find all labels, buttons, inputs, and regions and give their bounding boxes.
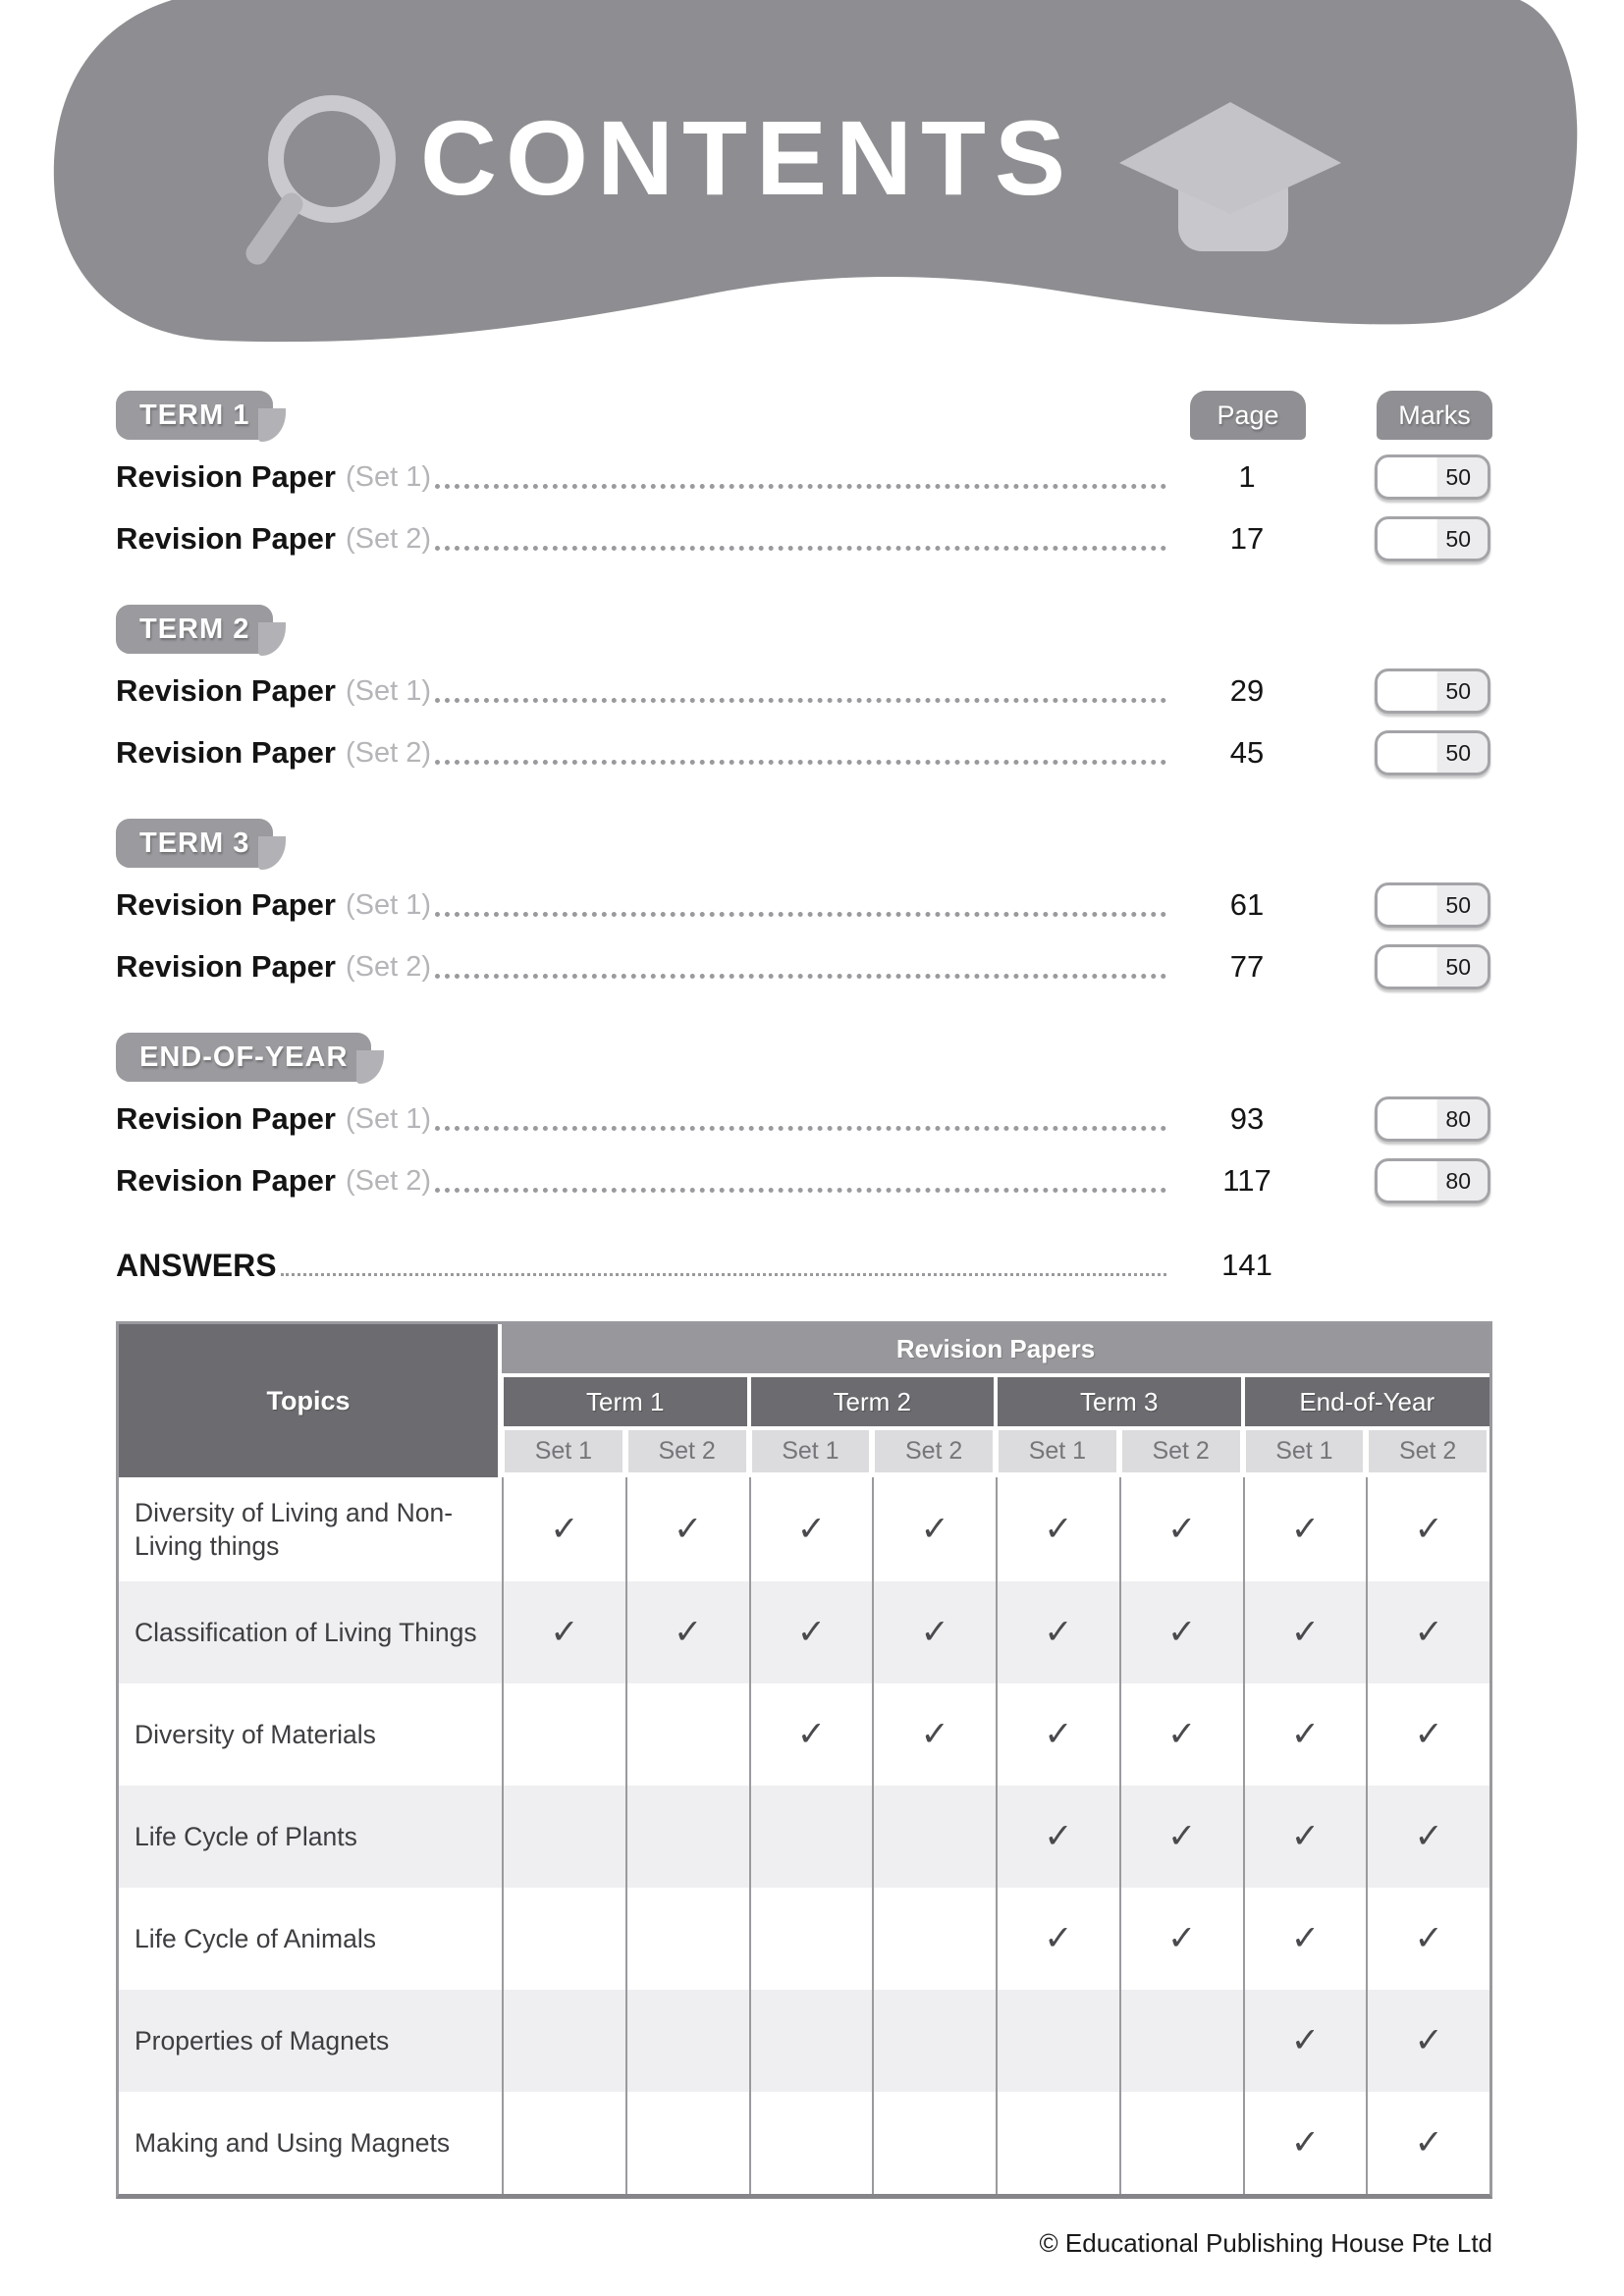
matrix-check-cell: ✓ [1119, 1477, 1243, 1581]
dotted-leader [435, 760, 1166, 765]
dotted-leader [435, 974, 1166, 979]
marks-badge [1375, 668, 1490, 714]
dotted-leader [435, 484, 1166, 489]
dotted-leader [435, 912, 1166, 917]
matrix-check-cell [872, 2092, 996, 2194]
entry-set-label: (Set 2) [345, 1164, 432, 1197]
entry-page-number: 61 [1229, 887, 1265, 922]
matrix-check-cell: ✓ [1366, 1581, 1489, 1683]
entry-title: Revision Paper [116, 949, 336, 984]
section-badge: TERM 1 [116, 391, 273, 440]
matrix-set-header: Set 2 [628, 1430, 746, 1472]
toc-entry [116, 1156, 1492, 1205]
matrix-check-cell: ✓ [1366, 1477, 1489, 1581]
marks-badge [1375, 730, 1490, 775]
dotted-leader [435, 546, 1166, 551]
matrix-check-cell: ✓ [872, 1477, 996, 1581]
table-of-contents [116, 391, 1492, 1290]
matrix-check-cell [1119, 2092, 1243, 2194]
matrix-check-cell: ✓ [749, 1477, 873, 1581]
graduation-cap-icon [1117, 96, 1343, 258]
entry-set-label: (Set 2) [345, 736, 432, 769]
entry-title: Revision Paper [116, 521, 336, 556]
matrix-set-header: Set 1 [505, 1430, 623, 1472]
matrix-check-cell: ✓ [1366, 2092, 1489, 2194]
matrix-check-cell [1119, 1990, 1243, 2092]
copyright-footer: © Educational Publishing House Pte Ltd [1039, 2228, 1492, 2258]
marks-badge [1375, 454, 1490, 500]
matrix-check-cell: ✓ [1243, 1990, 1367, 2092]
matrix-check-cell: ✓ [872, 1581, 996, 1683]
section-badge: TERM 3 [116, 819, 273, 868]
page-column-header: Page [1190, 391, 1306, 440]
dotted-leader [435, 1188, 1166, 1193]
entry-set-label: (Set 1) [345, 674, 432, 707]
entry-title: Revision Paper [116, 1163, 336, 1198]
entry-page-number: 93 [1229, 1101, 1265, 1136]
toc-section-end-of-year [116, 1033, 1492, 1205]
toc-section-term-3 [116, 819, 1492, 991]
matrix-check-cell: ✓ [1243, 2092, 1367, 2194]
entry-set-label: (Set 1) [345, 888, 432, 921]
matrix-check-cell: ✓ [1119, 1786, 1243, 1888]
matrix-check-cell: ✓ [996, 1477, 1119, 1581]
matrix-check-cell: ✓ [1366, 1990, 1489, 2092]
dotted-leader [435, 698, 1166, 703]
matrix-check-cell [625, 1990, 749, 2092]
entry-set-label: (Set 1) [345, 460, 432, 493]
marks-column-header: Marks [1377, 391, 1492, 440]
marks-value: 50 [1445, 677, 1471, 704]
matrix-set-header: Set 2 [1122, 1430, 1240, 1472]
matrix-corner-header: Topics [119, 1324, 498, 1477]
matrix-check-cell: ✓ [1366, 1683, 1489, 1786]
matrix-check-cell [996, 2092, 1119, 2194]
topics-matrix-table [116, 1321, 1492, 2199]
marks-value: 50 [1445, 463, 1471, 490]
marks-badge [1375, 1158, 1490, 1203]
entry-title: Revision Paper [116, 735, 336, 770]
entry-title: Revision Paper [116, 887, 336, 922]
marks-value: 80 [1445, 1105, 1471, 1132]
matrix-check-cell: ✓ [1119, 1683, 1243, 1786]
entry-title: Revision Paper [116, 673, 336, 708]
matrix-check-cell [872, 1786, 996, 1888]
matrix-check-cell [749, 2092, 873, 2194]
entry-page-number: 77 [1229, 949, 1265, 984]
matrix-topic: Classification of Living Things [119, 1581, 502, 1683]
column-headers [1190, 391, 1492, 440]
marks-value: 80 [1445, 1167, 1471, 1194]
matrix-set-header: Set 1 [1246, 1430, 1364, 1472]
matrix-set-header: Set 2 [1369, 1430, 1487, 1472]
matrix-check-cell: ✓ [1243, 1477, 1367, 1581]
entry-title: Revision Paper [116, 459, 336, 494]
entry-page-number: 1 [1238, 459, 1256, 494]
matrix-check-cell [996, 1990, 1119, 2092]
matrix-check-cell: ✓ [1366, 1786, 1489, 1888]
matrix-check-cell: ✓ [749, 1581, 873, 1683]
matrix-topic: Diversity of Materials [119, 1683, 502, 1786]
matrix-check-cell [502, 2092, 625, 2194]
matrix-group-header: Revision Papers [502, 1324, 1489, 1373]
entry-page-number: 45 [1229, 735, 1265, 770]
matrix-check-cell [749, 1888, 873, 1990]
matrix-check-cell [502, 1888, 625, 1990]
matrix-check-cell: ✓ [872, 1683, 996, 1786]
entry-set-label: (Set 1) [345, 1102, 432, 1135]
matrix-set-header: Set 1 [999, 1430, 1116, 1472]
matrix-check-cell: ✓ [1243, 1888, 1367, 1990]
marks-value: 50 [1445, 739, 1471, 766]
matrix-topic: Diversity of Living and Non-Living things [119, 1477, 502, 1581]
marks-badge [1375, 944, 1490, 989]
toc-entry [116, 514, 1492, 563]
matrix-check-cell [625, 2092, 749, 2194]
matrix-check-cell [872, 1990, 996, 2092]
toc-entry [116, 453, 1492, 502]
entry-title: Revision Paper [116, 1101, 336, 1136]
page-title: CONTENTS [420, 98, 1074, 217]
toc-section-term-2 [116, 605, 1492, 777]
answers-page-number: 141 [1221, 1248, 1272, 1282]
matrix-check-cell [749, 1786, 873, 1888]
matrix-topic: Life Cycle of Animals [119, 1888, 502, 1990]
matrix-set-header: Set 1 [752, 1430, 870, 1472]
matrix-check-cell: ✓ [996, 1683, 1119, 1786]
toc-entry-answers [116, 1241, 1492, 1290]
marks-badge [1375, 1096, 1490, 1142]
entry-page-number: 29 [1229, 673, 1265, 708]
toc-entry [116, 942, 1492, 991]
marks-badge [1375, 882, 1490, 928]
marks-value: 50 [1445, 953, 1471, 980]
matrix-topic: Life Cycle of Plants [119, 1786, 502, 1888]
entry-set-label: (Set 2) [345, 522, 432, 555]
section-badge: TERM 2 [116, 605, 273, 654]
header [0, 0, 1624, 353]
entry-page-number: 17 [1229, 521, 1265, 556]
matrix-check-cell [502, 1990, 625, 2092]
toc-entry [116, 881, 1492, 930]
marks-badge [1375, 516, 1490, 561]
toc-entry [116, 728, 1492, 777]
matrix-check-cell: ✓ [502, 1581, 625, 1683]
matrix-check-cell: ✓ [1243, 1683, 1367, 1786]
marks-value: 50 [1445, 525, 1471, 552]
matrix-term-header: Term 2 [751, 1377, 995, 1426]
dotted-leader [435, 1126, 1166, 1131]
matrix-check-cell [625, 1683, 749, 1786]
matrix-check-cell: ✓ [1243, 1786, 1367, 1888]
matrix-check-cell: ✓ [996, 1786, 1119, 1888]
matrix-term-header: Term 1 [504, 1377, 747, 1426]
magnifier-icon [238, 80, 405, 272]
matrix-check-cell: ✓ [1243, 1581, 1367, 1683]
matrix-check-cell: ✓ [996, 1888, 1119, 1990]
matrix-check-cell [625, 1786, 749, 1888]
toc-entry [116, 1095, 1492, 1144]
matrix-check-cell [872, 1888, 996, 1990]
matrix-topic: Properties of Magnets [119, 1990, 502, 2092]
matrix-check-cell [502, 1683, 625, 1786]
matrix-check-cell: ✓ [502, 1477, 625, 1581]
matrix-check-cell: ✓ [1119, 1581, 1243, 1683]
matrix-check-cell: ✓ [625, 1581, 749, 1683]
dotted-leader [281, 1273, 1166, 1276]
matrix-check-cell: ✓ [996, 1581, 1119, 1683]
matrix-term-header: End-of-Year [1245, 1377, 1490, 1426]
matrix-check-cell [749, 1990, 873, 2092]
toc-entry [116, 667, 1492, 716]
matrix-set-header: Set 2 [875, 1430, 993, 1472]
matrix-check-cell [502, 1786, 625, 1888]
matrix-check-cell: ✓ [1119, 1888, 1243, 1990]
matrix-check-cell: ✓ [749, 1683, 873, 1786]
matrix-term-header: Term 3 [998, 1377, 1241, 1426]
matrix-check-cell [625, 1888, 749, 1990]
matrix-check-cell: ✓ [1366, 1888, 1489, 1990]
marks-value: 50 [1445, 891, 1471, 918]
answers-title: ANSWERS [116, 1247, 277, 1283]
section-badge: END-OF-YEAR [116, 1033, 371, 1082]
entry-set-label: (Set 2) [345, 950, 432, 983]
matrix-check-cell: ✓ [625, 1477, 749, 1581]
entry-page-number: 117 [1222, 1163, 1272, 1198]
matrix-topic: Making and Using Magnets [119, 2092, 502, 2194]
